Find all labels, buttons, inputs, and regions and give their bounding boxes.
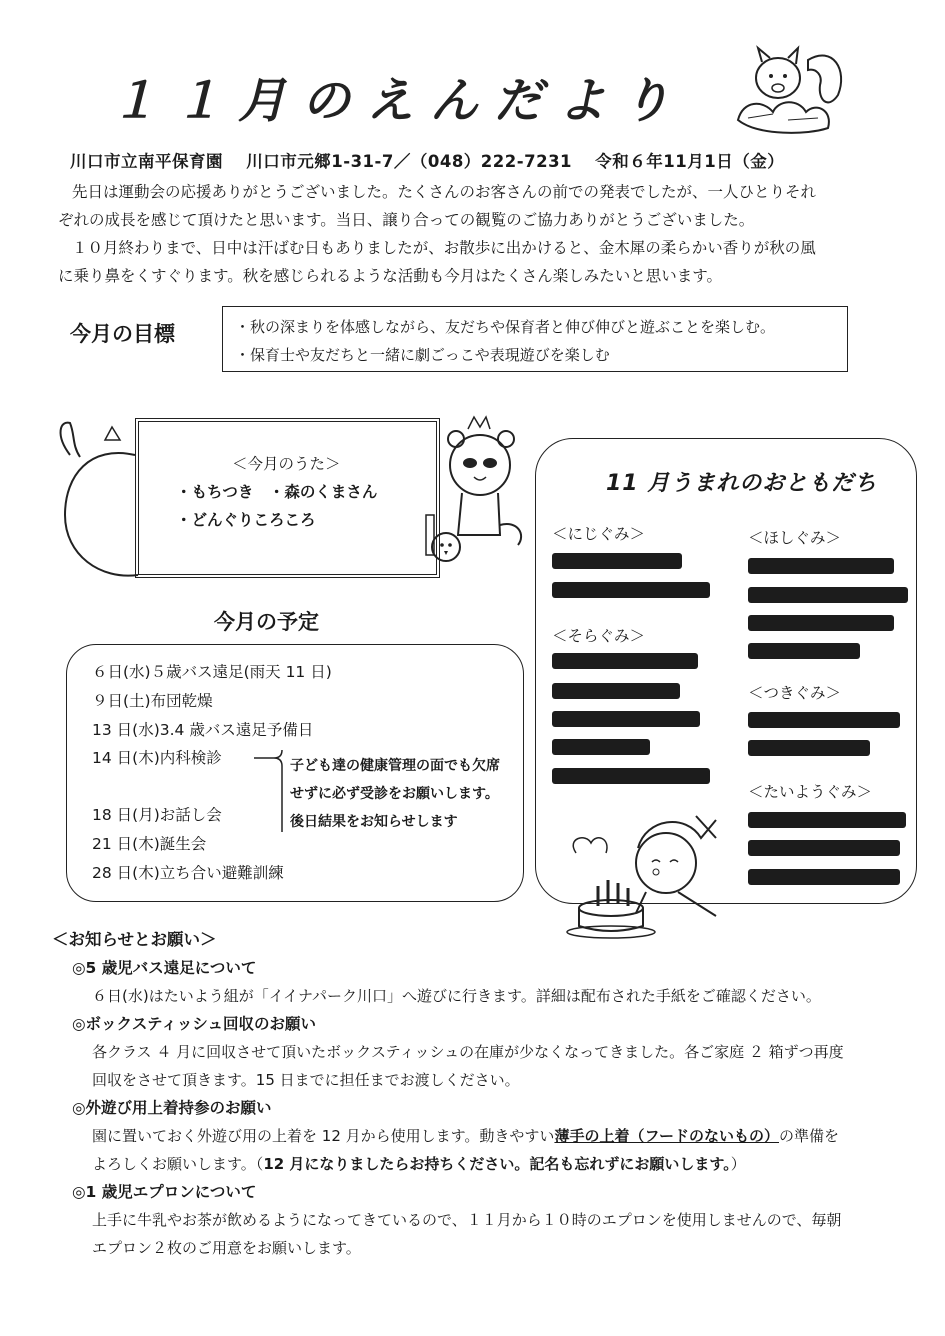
- redacted-name: [748, 869, 900, 885]
- tail-illustration: [50, 415, 145, 585]
- notice-3-emphasis: 12 月になりましたらお持ちください。記名も忘れずにお願いします。: [263, 1155, 731, 1173]
- header-info: [70, 148, 784, 172]
- songs-line1: ・もちつき ・森のくまさん: [176, 483, 378, 501]
- note-line: せずに必ず受診をお願いします。: [290, 786, 499, 802]
- goals-label: 今月の目標: [70, 322, 175, 346]
- squirrel-illustration: [728, 40, 848, 140]
- birthdays-heading: 11 月うまれのおともだち: [606, 471, 878, 496]
- notice-3-body-line1: [92, 1122, 839, 1150]
- schedule-item: ９日(土)布団乾燥: [92, 692, 213, 710]
- redacted-name: [748, 587, 908, 603]
- schedule-item: 14 日(木)内科検診: [92, 749, 222, 767]
- redacted-name: [748, 615, 894, 631]
- notice-3-text: よろしくお願いします。（: [92, 1155, 264, 1173]
- notice-4-title: ◎1 歳児エプロンについて: [72, 1183, 257, 1201]
- notice-3-text: の準備を: [779, 1127, 840, 1145]
- songs-heading: ＜今月のうた＞: [232, 455, 341, 473]
- notice-4-body-line1: 上手に牛乳やお茶が飲めるようになってきているので、１１月から１０時のエプロンを使用しませんので、毎朝: [92, 1211, 842, 1229]
- redacted-name: [552, 683, 680, 699]
- schedule-item: 28 日(木)立ち合い避難訓練: [92, 864, 284, 882]
- class-taiyou-label: ＜たいようぐみ＞: [748, 783, 873, 801]
- redacted-name: [748, 712, 900, 728]
- note-line: 後日結果をお知らせします: [290, 814, 458, 830]
- redacted-name: [552, 582, 710, 598]
- redacted-name: [552, 553, 682, 569]
- notice-3-body-line2: [92, 1150, 746, 1178]
- redacted-name: [748, 812, 906, 828]
- redacted-name: [748, 558, 894, 574]
- raccoon-illustration: [418, 415, 533, 575]
- class-niji-label: ＜にじぐみ＞: [552, 525, 646, 543]
- intro-p2-line1: １０月終わりまで、日中は汗ばむ日もありましたが、お散歩に出かけると、金木犀の柔らかい香りが秋の風: [72, 239, 816, 257]
- redacted-name: [552, 739, 650, 755]
- notice-3-text: ）: [730, 1155, 746, 1173]
- class-hoshi-label: ＜ほしぐみ＞: [748, 529, 842, 547]
- class-tsuki-label: ＜つきぐみ＞: [748, 684, 842, 702]
- notice-2-body-line1: 各クラス ４ 月に回収させて頂いたボックスティッシュの在庫が少なくなってきました。各ご家庭 ２ 箱ずつ再度: [92, 1043, 844, 1061]
- intro-p1-line2: ぞれの成長を感じて頂けたと思います。当日、譲り合っての観覧のご協力ありがとうございました。: [58, 211, 755, 229]
- songs-line2: ・どんぐりころころ: [176, 511, 316, 529]
- redacted-name: [552, 768, 710, 784]
- schedule-item: ６日(水)５歳バス遠足(雨天 11 日): [92, 663, 332, 681]
- notice-2-body-line2: 回収をさせて頂きます。15 日までに担任までお渡しください。: [92, 1071, 520, 1089]
- goal-item: ・秋の深まりを体感しながら、友だちや保育者と伸び伸びと遊ぶことを楽しむ。: [235, 318, 776, 336]
- redacted-name: [748, 643, 860, 659]
- intro-p2-line2: に乗り鼻をくすぐります。秋を感じられるような活動も今月はたくさん楽しみたいと思います。: [58, 267, 723, 285]
- notice-1-title: ◎5 歳児バス遠足について: [72, 959, 257, 977]
- notices-heading: ＜お知らせとお願い＞: [52, 930, 217, 949]
- page-title: １１月のえんだより: [110, 73, 687, 129]
- note-line: 子ども達の健康管理の面でも欠席: [290, 758, 500, 774]
- notice-3-text: 園に置いておく外遊び用の上着を 12 月から使用します。動きやすい: [92, 1127, 555, 1145]
- checkup-note: [290, 752, 500, 836]
- intro-p1-line1: 先日は運動会の応援ありがとうございました。たくさんのお客さんの前での発表でしたが、一人ひとりそれ: [72, 183, 817, 201]
- schedule-item: 18 日(月)お話し会: [92, 806, 222, 824]
- notice-3-title: ◎外遊び用上着持参のお願い: [72, 1099, 272, 1117]
- notice-1-body: ６日(水)はたいよう組が「イイナパーク川口」へ遊びに行きます。詳細は配布された手紙をご確認ください。: [92, 987, 821, 1005]
- redacted-name: [552, 653, 698, 669]
- redacted-name: [552, 711, 700, 727]
- class-sora-label: ＜そらぐみ＞: [552, 627, 646, 645]
- goals-box: [222, 306, 848, 372]
- note-bracket: [252, 746, 292, 836]
- cake-girl-illustration: [566, 808, 736, 940]
- org-name: 川口市立南平保育園: [70, 152, 223, 171]
- issue-date: 令和６年11月1日（金）: [595, 152, 785, 171]
- notice-2-title: ◎ボックスティッシュ回収のお願い: [72, 1015, 317, 1033]
- schedule-heading: 今月の予定: [214, 610, 319, 634]
- schedule-item: 13 日(水)3.4 歳バス遠足予備日: [92, 721, 314, 739]
- goal-item: ・保育士や友だちと一緒に劇ごっこや表現遊びを楽しむ: [235, 346, 610, 364]
- schedule-item: 21 日(木)誕生会: [92, 835, 207, 853]
- notice-4-body-line2: エプロン２枚のご用意をお願いします。: [92, 1239, 361, 1257]
- redacted-name: [748, 840, 900, 856]
- redacted-name: [748, 740, 870, 756]
- notice-3-emphasis: 薄手の上着（フードのないもの）: [554, 1127, 779, 1145]
- org-address: 川口市元郷1-31-7／（048）222-7231: [246, 152, 573, 171]
